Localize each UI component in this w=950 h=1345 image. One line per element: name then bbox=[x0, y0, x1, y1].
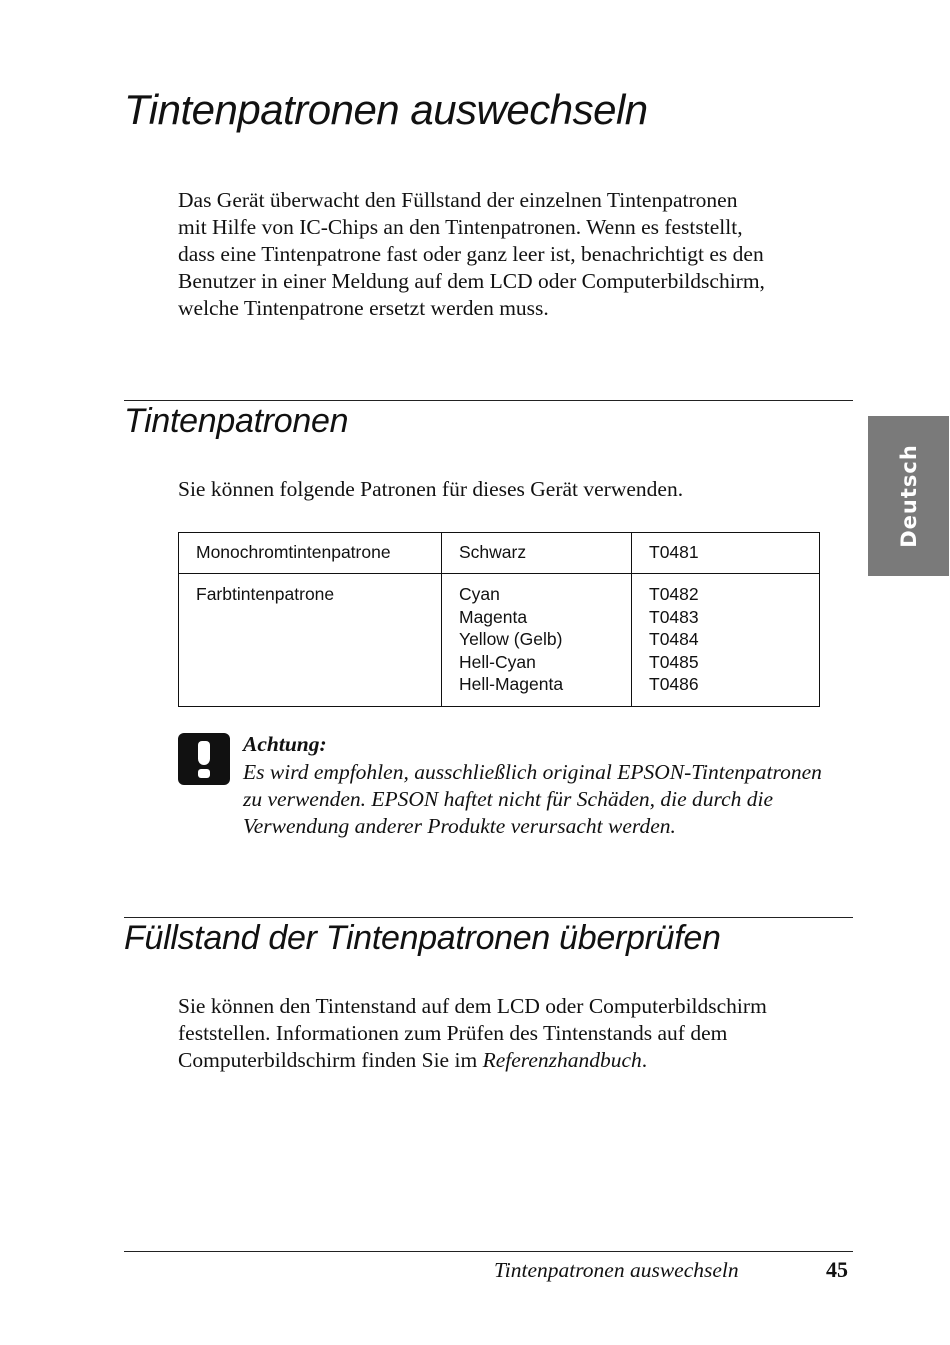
section-divider bbox=[124, 400, 853, 401]
cartridge-color-cell bbox=[442, 574, 632, 707]
ink-level-text: Computerbildschirm finden Sie im bbox=[178, 1048, 483, 1072]
footer-divider bbox=[124, 1251, 853, 1252]
ink-level-line: feststellen. Informationen zum Prüfen des Tintenstands auf dem bbox=[178, 1021, 728, 1045]
caution-title: Achtung: bbox=[243, 732, 327, 756]
cartridge-code: T0486 bbox=[649, 674, 699, 694]
intro-line: Benutzer in einer Meldung auf dem LCD oder Computerbildschirm, bbox=[178, 269, 765, 293]
cartridge-code: T0484 bbox=[649, 629, 699, 649]
cartridge-code: T0482 bbox=[649, 584, 699, 604]
table-row bbox=[179, 574, 820, 707]
intro-paragraph bbox=[178, 187, 858, 322]
color-name: Hell-Magenta bbox=[459, 674, 564, 694]
cartridge-code: T0483 bbox=[649, 606, 699, 627]
ink-level-text: . bbox=[641, 1048, 648, 1072]
cartridge-type-cell: Farbtintenpatrone bbox=[179, 574, 442, 707]
caution-line: Verwendung anderer Produkte verursacht werden. bbox=[243, 814, 676, 838]
table-row bbox=[179, 533, 820, 574]
page-number: 45 bbox=[826, 1257, 848, 1282]
color-name: Cyan bbox=[459, 584, 500, 604]
page-title: Tintenpatronen auswechseln bbox=[124, 86, 648, 133]
intro-line: Das Gerät überwacht den Füllstand der einzelnen Tintenpatronen bbox=[178, 188, 738, 212]
cartridge-table bbox=[178, 532, 820, 707]
intro-line: welche Tintenpatrone ersetzt werden muss. bbox=[178, 296, 549, 320]
color-name: Magenta bbox=[459, 606, 528, 627]
section-heading-cartridges: Tintenpatronen bbox=[124, 402, 349, 440]
intro-line: mit Hilfe von IC-Chips an den Tintenpatronen. Wenn es feststellt, bbox=[178, 215, 743, 239]
color-name: Yellow (Gelb) bbox=[459, 629, 563, 649]
section-divider bbox=[124, 917, 853, 918]
cartridge-color-cell: Schwarz bbox=[442, 533, 632, 574]
cartridge-code-cell bbox=[632, 574, 820, 707]
color-name: Hell-Cyan bbox=[459, 651, 536, 672]
intro-line: dass eine Tintenpatrone fast oder ganz leer ist, benachrichtigt es den bbox=[178, 242, 764, 266]
cartridge-code-cell: T0481 bbox=[632, 533, 820, 574]
ink-level-paragraph bbox=[178, 993, 858, 1074]
cartridge-type-cell: Monochromtintenpatrone bbox=[179, 533, 442, 574]
language-side-tab bbox=[868, 416, 949, 576]
language-tab-label: Deutsch bbox=[896, 444, 921, 548]
reference-guide-link: Referenzhandbuch bbox=[482, 1048, 642, 1072]
cartridge-code: T0485 bbox=[649, 651, 699, 672]
caution-line: Es wird empfohlen, ausschließlich original EPSON-Tintenpatronen bbox=[243, 760, 822, 784]
ink-level-line bbox=[178, 1047, 858, 1074]
caution-line: zu verwenden. EPSON haftet nicht für Schäden, die durch die bbox=[243, 787, 774, 811]
cartridges-intro: Sie können folgende Patronen für dieses Gerät verwenden. bbox=[178, 477, 684, 501]
ink-level-line: Sie können den Tintenstand auf dem LCD oder Computerbildschirm bbox=[178, 994, 767, 1018]
caution-exclamation-icon bbox=[178, 733, 230, 785]
footer-title: Tintenpatronen auswechseln bbox=[494, 1258, 739, 1282]
caution-text bbox=[243, 759, 858, 840]
section-heading-ink-level: Füllstand der Tintenpatronen überprüfen bbox=[124, 919, 721, 957]
